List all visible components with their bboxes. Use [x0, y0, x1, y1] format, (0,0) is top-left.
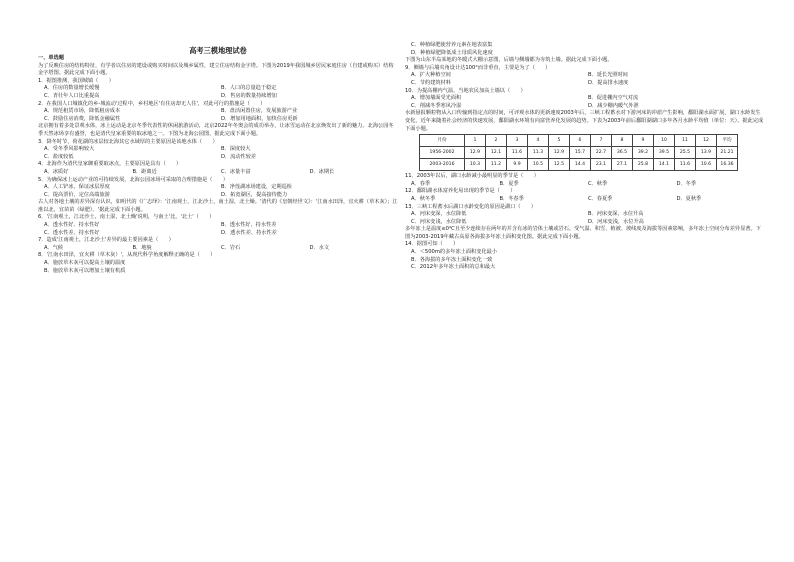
option-d: D．减少棚内暖气外泄 — [588, 102, 639, 109]
option-d: D．流动性较差 — [221, 153, 257, 160]
table-cell: 39.2 — [633, 147, 654, 159]
table-cell: 11 — [675, 135, 696, 147]
table-cell: 4 — [528, 135, 549, 147]
option-a: A．透水性好、持水性好 — [44, 222, 100, 229]
table-cell: 25.8 — [633, 159, 654, 171]
table-cell: 12.5 — [549, 159, 570, 171]
table-cell: 14.4 — [570, 159, 591, 171]
question-3: 3．降冬时节，荷花湖的冰层较北海其它水域厚的主要原因是该地水体（ ） — [38, 138, 218, 145]
option-c: C．秋季 — [588, 180, 608, 187]
page-title: 高考三模地理试卷 — [189, 46, 247, 55]
table-cell: 21.21 — [717, 147, 738, 159]
table-cell: 11.6 — [675, 159, 696, 171]
question-6: 6．'江南观土，江北沙土，南土湿，北土燥'说明，与南土'比，'北土'（ ） — [38, 214, 215, 221]
table-cell: 5 — [549, 135, 570, 147]
option-a: A．住房的数量增长缓慢 — [44, 85, 100, 92]
option-a: A．秋冬季 — [411, 195, 436, 202]
options-row — [38, 85, 398, 93]
table-cell: 3 — [507, 135, 528, 147]
option-d: D．种植绿肥降低成土母质风化速度 — [411, 49, 493, 56]
option-a: A．扩大种植空间 — [411, 72, 451, 79]
options-row — [405, 80, 765, 88]
table-cell: 12.9 — [465, 147, 486, 159]
option-d: D．冰期长 — [309, 168, 335, 175]
table-cell: 11.2 — [486, 159, 507, 171]
option-c: C．岩石 — [221, 244, 241, 251]
option-a: A．春季 — [411, 180, 431, 187]
right-column — [405, 42, 765, 272]
option-d: D．售房的数量持续增加 — [221, 92, 277, 99]
options-row — [38, 108, 398, 116]
option-b: B．冬春季 — [499, 195, 524, 202]
question-9: 9．侧墙与后墙夹角设计达100°而非垂直，主要是为了（ ） — [405, 64, 551, 71]
table-cell: 2003-2016 — [420, 159, 465, 171]
question-7: 7．造成'江南观土，江北沙土'差异的最主要因素是（ ） — [38, 237, 174, 244]
table-cell: 12.1 — [486, 147, 507, 159]
option-a: A．河床变深，水位降低 — [411, 211, 467, 218]
intro-6: 多年冻土是温度≤0℃且至少连续存在两年的并含有冰的岩体土壤或岩石。受气温、积雪、植被、坡线度及海拔等因素影响，多年冻土空间分布差异显著。下图为2003-2019年藏古高原各海拔多年冻土面积变化图。据此完成下面小题。 — [405, 226, 761, 240]
option-d: D．水文 — [309, 244, 330, 251]
option-a: A．＜500m的多年冻土面积变化最小 — [411, 249, 497, 256]
table-cell: 15.7 — [570, 147, 591, 159]
table-cell: 14.1 — [654, 159, 675, 171]
intro-3: 古人对各地土壤的差异深有认识，如明代的《广志绎》：'江南观土，江北沙土，南土湿，北土燥。'清代的《皇朝经世文》：'江南水田泽，宜火耕（草木灰）；江淮以北，宜苗苗（绿肥）。'据此完成下面小题。 — [38, 199, 398, 213]
table-cell: 平均 — [717, 135, 738, 147]
option-b: B．夏季 — [499, 180, 519, 187]
option-d: D．冬季 — [676, 180, 697, 187]
table-cell: 12 — [696, 135, 717, 147]
option-c: C．2012年多年冻土面积的总和最大 — [411, 264, 496, 271]
table-cell: 9 — [633, 135, 654, 147]
table-cell: 11.3 — [528, 147, 549, 159]
table-cell: 10.6 — [696, 159, 717, 171]
table-cell: 2 — [486, 135, 507, 147]
table-cell: 6 — [570, 135, 591, 147]
option-c: C．青壮年人口比重提高 — [44, 92, 100, 99]
option-c: C．透水性差、持水性好 — [44, 229, 100, 236]
option-d: D．透水性差、持水性差 — [221, 229, 277, 236]
options-row — [38, 146, 398, 154]
question-1: 1．据图推测，我国城镇（ ） — [38, 77, 114, 84]
table-cell: 10.3 — [465, 159, 486, 171]
table-cell: 13.9 — [696, 147, 717, 159]
option-b: B．促进棚内空气对流 — [588, 95, 639, 102]
option-c: C．鼓励住房消费，降低金融属性 — [44, 115, 121, 122]
options-row — [405, 211, 765, 219]
option-c: C．提高票价，定位高端旅游 — [44, 191, 110, 198]
option-b: B．河床变深，水位升高 — [588, 211, 644, 218]
question-12: 12．鄱阳湖水体富养化易出现的季节是（ ） — [405, 188, 516, 195]
table-cell: 27.1 — [612, 159, 633, 171]
option-c: C．春夏季 — [588, 195, 613, 202]
intro-5: 水新悬报颗粒物从入口传输到指定点的时间，可评观水体的更新速度2003年后，三峡工程蓄水对下游河床的冲淤产生影响，鄱阳湖水面扩展，湖口水龄发生变化，近年来随着社会经济的快速发展，鄱阳湖水环境有向富营养化发展的趋势。下表为2003年前后鄱阳湖湖口多年各月水龄平均值（单位：天）。据此完成下面小题。 — [405, 110, 764, 132]
options-row — [405, 95, 765, 103]
option-b: B．透水性好、持水性差 — [221, 222, 277, 229]
question-2: 2．在我国人口城镇化的乡-城流动'过程中，乡村地区'有住房却无人住'，对此可行的措施是（ ） — [38, 100, 266, 107]
water-age-table — [419, 134, 738, 171]
option-b: B．盘活闲置住房，发展旅游产业 — [221, 108, 298, 115]
table-cell: 10 — [654, 135, 675, 147]
option-b: B．距离近 — [132, 168, 157, 175]
question-4: 4．北海作为清代皇家御重要取冰点，主要原因是具有（ ） — [38, 161, 182, 168]
options-row — [405, 196, 765, 204]
table-cell: 1 — [465, 135, 486, 147]
options-row — [405, 72, 765, 80]
option-d: D．增加用地面积，加快住房更新 — [221, 115, 298, 122]
table-cell: 7 — [591, 135, 612, 147]
table-cell: 10.5 — [528, 159, 549, 171]
question-10: 10．为提高棚内气温，当地农民加高土墙以（ ） — [405, 87, 526, 94]
table-row — [420, 147, 738, 159]
table-row — [420, 159, 738, 171]
option-c: C．节约建筑材料 — [411, 79, 451, 86]
options-row — [38, 93, 398, 101]
option-c: C．河床变浅，水位降低 — [411, 218, 467, 225]
section-heading: 一、单选题 — [38, 55, 64, 61]
table-cell: 8 — [612, 135, 633, 147]
question-5: 5．为确保冰上运动产业的可持续发展，北海公园冰场可采取的合理措施是（ ） — [38, 176, 229, 183]
option-c: C．冰量丰富 — [221, 168, 251, 175]
table-cell: 月份 — [420, 135, 465, 147]
options-row — [38, 184, 398, 192]
table-cell: 23.1 — [591, 159, 612, 171]
option-d: D．河床变浅，水位升高 — [588, 218, 644, 225]
option-b: B．深度较大 — [221, 146, 251, 153]
table-cell: 9.9 — [507, 159, 528, 171]
intro-1: 为了反映住房的结构特征，有学者以住房的建设或购买时间以及城乡属性，建立住房结构金字塔。下图为2019年我国城乡居民家庭住房（自建或购买）结构金字塔图。据此完成下面小题。 — [38, 62, 394, 77]
option-c: C．削减冬季寒风冷湿 — [411, 102, 462, 109]
option-a: A．受冬季风影响较大 — [44, 146, 95, 153]
table-cell: 1956-2002 — [420, 147, 465, 159]
table-header-row — [420, 135, 738, 147]
option-d: D．拓宽湖区，提高接待能力 — [221, 191, 288, 198]
intro-2: 北京拥有着多处景观水体，冰上运动是北京冬季代表性的休闲旅游活动，北京2022年冬奥会的成功举办，让冰雪运动在北京焕发出了新的魅力。北海公园冬季天然冰场享有盛誉，也是清代皇家重要的取冰地之一。下图为北海公园图，据此完成下面小题。 — [38, 123, 394, 137]
table-cell: 11.6 — [507, 147, 528, 159]
option-a: A．规范租赁市场，降低租房成本 — [44, 108, 121, 115]
option-d: D．提高排水速度 — [588, 79, 629, 86]
option-a: A．增加墙面受光面积 — [411, 95, 462, 102]
options-row — [38, 169, 398, 177]
table-cell: 22.7 — [591, 147, 612, 159]
option-c: C．盐度较低 — [44, 153, 74, 160]
option-b: B．各海拔的多年冻土面积变化一致 — [411, 256, 493, 263]
option-b: B．延长光照时间 — [588, 72, 628, 79]
table-cell: 39.5 — [654, 147, 675, 159]
option-b: B．施放草木灰可以增加土壤有机质 — [44, 267, 126, 274]
intro-4: 下图为山东半岛某地的冬暖式大棚示意图，后墙与侧墙都为夯筑土墙。据此完成下面小题。 — [405, 57, 613, 64]
option-a: A．人工铲冰，保证冰层厚度 — [44, 184, 110, 191]
table-cell: 36.5 — [612, 147, 633, 159]
option-b: B．净莲湖冰场建设，定期巡检 — [221, 184, 292, 191]
question-8: 8．'江南水田泽，宜火耕（草木灰）'，从现代科学角度解释正确的是（ ） — [38, 252, 216, 259]
option-a: A．施放草木灰可以提高土壤的温度 — [44, 260, 126, 267]
option-a: A．气候 — [44, 244, 64, 251]
option-b: B．地貌 — [132, 244, 152, 251]
table-cell: 25.5 — [675, 147, 696, 159]
table-cell: 16.36 — [717, 159, 738, 171]
table-cell: 12.9 — [549, 147, 570, 159]
option-b: B．人口的总量趋于稳定 — [221, 85, 277, 92]
option-a: A．冰质好 — [44, 168, 69, 175]
option-d: D．夏秋季 — [676, 195, 702, 202]
left-column — [38, 46, 398, 275]
option-c: C．种植绿肥使营养元素在地表富集 — [411, 42, 493, 48]
question-11: 11．2003年以后，湖口水龄减小最明显的季节是（ ） — [405, 173, 539, 180]
question-14: 14．据图可知（ ） — [405, 241, 459, 248]
options-row — [38, 222, 398, 230]
question-13: 13．三峡工程蓄水后湖口水龄变化的原因是湖口（ ） — [405, 203, 537, 210]
